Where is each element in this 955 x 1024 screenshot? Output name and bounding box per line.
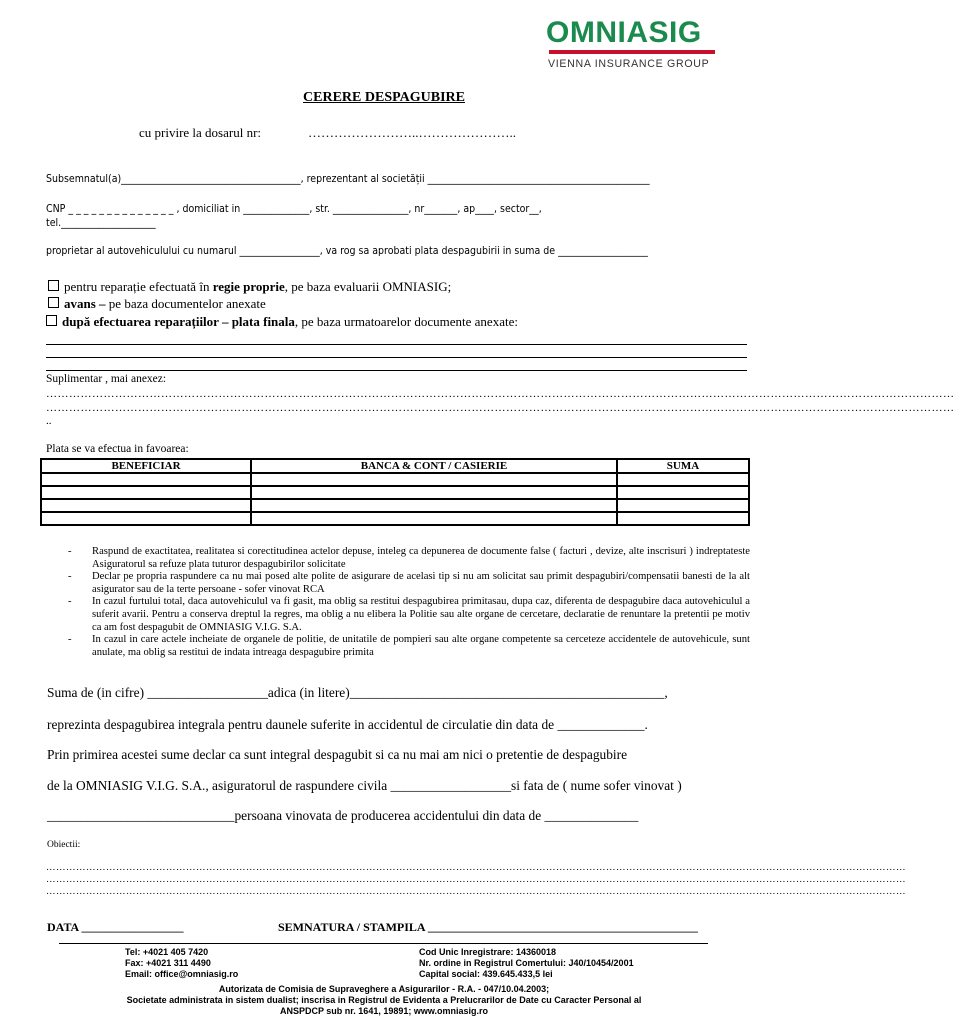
footer-email: Email: office@omniasig.ro <box>125 969 239 979</box>
document-line[interactable] <box>46 344 747 345</box>
cell-banca[interactable] <box>251 486 617 499</box>
tel-line[interactable]: tel.____________________ <box>46 217 156 229</box>
data-field[interactable]: DATA _________________ <box>47 920 184 934</box>
suplimentar-label: Suplimentar , mai anexez: <box>46 373 167 385</box>
footer-line2: Societate administrata in sistem dualist; inscrisa in Registrul de Evidenta a Prelucrarilor de Date cu Caracter Personal al <box>126 995 642 1005</box>
persoana-line[interactable]: ____________________________persoana vinovata de producerea accidentului din data de ______________ <box>47 808 639 823</box>
logo-subtitle: VIENNA INSURANCE GROUP <box>548 58 710 70</box>
dots-short: .. <box>46 415 52 427</box>
suma-line[interactable]: Suma de (in cifre) __________________adica (in litere)_______________________________________________, <box>47 685 668 700</box>
cell-banca[interactable] <box>251 499 617 512</box>
page-title: CERERE DESPAGUBIRE <box>303 90 465 105</box>
cell-suma[interactable] <box>617 499 749 512</box>
reprezinta-line[interactable]: reprezinta despagubirea integrala pentru daunele suferite in accidentul de circulatie din data de _____________. <box>47 717 648 732</box>
declaration-item: - Declar pe propria raspundere ca nu mai posed alte polite de asigurare de acelasi tip si nu am solicitat sau primit despagubiri/compensatii banesti de la alt asigurator sau de la terte persoane - sofer vinovat RCA <box>50 571 750 596</box>
plata-label: Plata se va efectua in favoarea: <box>46 443 189 455</box>
dotted-line[interactable]: …………………………………………………………………………………………………………………………………………………………………………………………………………………………………… <box>46 875 906 885</box>
declaration-item: - In cazul in care actele incheiate de organele de politie, de unitatile de pompieri sau alte organe competente sa cerceteze accidentele de autovehicule, sunt anulate, ma oblig sa restitui de indata intreaga despagubire primita <box>50 634 750 659</box>
omniasig-logo: OMNIASIG <box>546 16 702 49</box>
subsemnatul-line[interactable]: Subsemnatul(a)______________________________________, reprezentant al societății _______________________________________________ <box>46 173 650 185</box>
footer-fax: Fax: +4021 311 4490 <box>125 958 211 968</box>
option-avans[interactable]: avans – pe baza documentelor anexate <box>48 296 266 312</box>
cell-beneficiar[interactable] <box>41 512 251 525</box>
logo-red-bar <box>549 50 715 54</box>
dosar-number-field[interactable]: ……………………..………………….. <box>308 125 516 140</box>
table-row <box>41 486 749 499</box>
footer-line1: Autorizata de Comisia de Supraveghere a Asigurarilor - R.A. - 047/10.04.2003; <box>218 984 550 994</box>
semnatura-field[interactable]: SEMNATURA / STAMPILA _____________________________________________ <box>278 920 698 934</box>
cell-suma[interactable] <box>617 486 749 499</box>
declaration-item: - In cazul furtului total, daca autovehiculul va fi gasit, ma oblig sa restitui despagubirea primitasau, dupa caz, diferenta de despagubire daca autovehiculul a suferit avarii. Pentru a conserva dreptul la regres, ma oblig a nu elibera la Politie sau alte organe de cercetare, declaratie de renuntare la pretentii pe motiv ca am fost despagubit de OMNIASIG V.I.G. S.A. <box>50 596 750 634</box>
cell-banca[interactable] <box>251 473 617 486</box>
dotted-line[interactable]: ………………………………………………………………………………………………………………………………………………………………………………………………………………… <box>46 388 955 400</box>
cnp-line[interactable]: CNP _ _ _ _ _ _ _ _ _ _ _ _ _ _ , domiciliat in ______________, str. ________________, nr_______, ap____, sector__, <box>46 203 542 215</box>
header-banca-cont: BANCA & CONT / CASIERIE <box>251 459 617 473</box>
payment-table <box>40 458 750 526</box>
table-row <box>41 512 749 525</box>
declarations-list <box>50 546 750 659</box>
header-suma: SUMA <box>617 459 749 473</box>
obiectii-label: Obiectii: <box>47 840 81 850</box>
footer-nr-registru: Nr. ordine in Registrul Comertului: J40/10454/2001 <box>419 958 634 968</box>
checkbox-icon[interactable] <box>48 280 59 291</box>
dotted-line[interactable]: …………………………………………………………………………………………………………………………………………………………………………………………………………………………………… <box>46 887 906 897</box>
dosar-label: cu privire la dosarul nr: <box>139 125 262 140</box>
footer-cod: Cod Unic Inregistrare: 14360018 <box>419 947 557 957</box>
footer-divider <box>59 943 708 944</box>
cell-suma[interactable] <box>617 512 749 525</box>
cell-banca[interactable] <box>251 512 617 525</box>
cell-beneficiar[interactable] <box>41 486 251 499</box>
document-line[interactable] <box>46 370 747 371</box>
document-line[interactable] <box>46 357 747 358</box>
table-row <box>41 499 749 512</box>
proprietar-line[interactable]: proprietar al autovehiculului cu numarul _________________, va rog sa aprobati plata despagubirii in suma de ___________________ <box>46 245 648 257</box>
option-plata-finala[interactable]: după efectuarea reparațiilor – plata finala, pe baza urmatoarelor documente anexate: <box>46 314 518 330</box>
table-header-row <box>41 459 749 473</box>
cell-beneficiar[interactable] <box>41 473 251 486</box>
footer-capital: Capital social: 439.645.433,5 lei <box>419 969 553 979</box>
footer-line3: ANSPDCP sub nr. 1641, 19891; www.omniasig.ro <box>279 1006 489 1016</box>
declaration-item: - Raspund de exactitatea, realitatea si corectitudinea actelor depuse, inteleg ca depunerea de documente false ( facturi , devize, alte inscrisuri ) indreptateste Asiguratorul sa refuze plata tuturor despagubirilor solicitate <box>50 546 750 571</box>
header-beneficiar: BENEFICIAR <box>41 459 251 473</box>
primirea-line: Prin primirea acestei sume declar ca sunt integral despagubit si ca nu mai am nici o pretentie de despagubire <box>47 747 628 762</box>
cell-suma[interactable] <box>617 473 749 486</box>
checkbox-icon[interactable] <box>46 315 57 326</box>
dotted-line[interactable]: …………………………………………………………………………………………………………………………………………………………………………………………………………………………………… <box>46 863 906 873</box>
checkbox-icon[interactable] <box>48 297 59 308</box>
omniasig-line[interactable]: de la OMNIASIG V.I.G. S.A., asiguratorul de raspundere civila __________________si fata de ( nume sofer vinovat ) <box>47 778 682 793</box>
cell-beneficiar[interactable] <box>41 499 251 512</box>
option-regie-proprie[interactable]: pentru reparație efectuată în regie proprie, pe baza evaluarii OMNIASIG; <box>48 279 451 295</box>
footer-tel: Tel: +4021 405 7420 <box>125 947 209 957</box>
dotted-line[interactable]: ………………………………………………………………………………………………………………………………………………………………………………………………………………… <box>46 402 955 414</box>
table-row <box>41 473 749 486</box>
